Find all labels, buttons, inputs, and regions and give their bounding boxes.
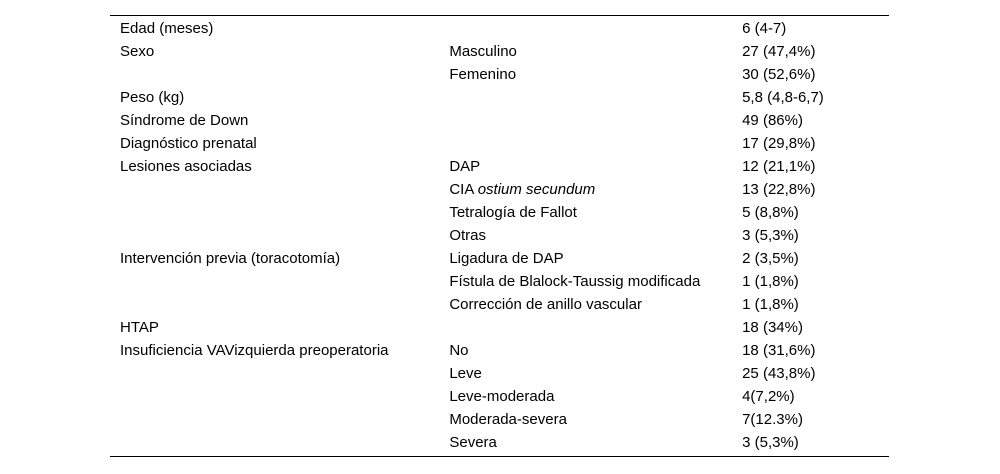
row-subcategory [449,385,742,408]
row-subcategory [449,316,742,339]
row-subcategory [449,63,742,86]
row-subcategory [449,132,742,155]
subcategory-text: Severa [449,434,497,451]
subcategory-text: Moderada-severa [449,411,567,428]
table-row [110,40,889,63]
row-value: 18 (34%) [742,319,803,336]
row-value: 2 (3,5%) [742,250,799,267]
subcategory-text: Tetralogía de Fallot [449,204,577,221]
table-row [110,293,889,316]
table-row [110,339,889,362]
subcategory-text: DAP [449,158,481,175]
patient-characteristics-table [110,17,889,454]
table-row [110,86,889,109]
row-label: Peso (kg) [120,89,185,106]
row-label: Edad (meses) [120,20,214,37]
row-value: 25 (43,8%) [742,365,816,382]
table-row [110,17,889,40]
row-label: Diagnóstico prenatal [120,135,257,152]
row-label [110,178,449,201]
row-subcategory [449,408,742,431]
table-row [110,155,889,178]
row-label [110,385,449,408]
subcategory-text: Corrección de anillo vascular [449,296,642,313]
row-label: Intervención previa (toracotomía) [120,250,341,267]
row-value: 7(12.3%) [742,411,803,428]
row-value: 5,8 (4,8-6,7) [742,89,824,106]
table-row [110,270,889,293]
subcategory-text: Masculino [449,43,517,60]
row-subcategory [449,431,742,454]
row-subcategory [449,155,742,178]
row-subcategory [449,178,742,201]
row-subcategory [449,201,742,224]
row-value: 13 (22,8%) [742,181,816,198]
table-row [110,362,889,385]
row-label [110,224,449,247]
row-subcategory [449,293,742,316]
row-value: 3 (5,3%) [742,227,799,244]
row-label: HTAP [120,319,159,336]
row-value: 6 (4-7) [742,20,787,37]
row-label [110,362,449,385]
table-row [110,109,889,132]
subcategory-italic-text: ostium secundum [477,181,596,198]
data-table-container [110,15,889,457]
subcategory-text: Otras [449,227,487,244]
row-label [110,293,449,316]
table-row [110,316,889,339]
row-label: Síndrome de Down [120,112,249,129]
row-label [110,63,449,86]
table-row [110,201,889,224]
row-subcategory [449,362,742,385]
subcategory-text: Femenino [449,66,517,83]
row-subcategory [449,224,742,247]
row-value: 1 (1,8%) [742,296,799,313]
table-row [110,178,889,201]
row-value: 49 (86%) [742,112,803,129]
row-subcategory [449,109,742,132]
subcategory-text: CIA [449,181,478,198]
row-subcategory [449,17,742,40]
row-value: 27 (47,4%) [742,43,816,60]
row-label: Lesiones asociadas [120,158,252,175]
table-row [110,431,889,454]
row-subcategory [449,247,742,270]
row-value: 17 (29,8%) [742,135,816,152]
row-subcategory [449,86,742,109]
row-value: 3 (5,3%) [742,434,799,451]
table-body [110,17,889,454]
row-subcategory [449,339,742,362]
row-value: 30 (52,6%) [742,66,816,83]
table-row [110,408,889,431]
row-label: Insuficiencia VAVizquierda preoperatoria [120,342,389,359]
row-value: 5 (8,8%) [742,204,799,221]
subcategory-text: Ligadura de DAP [449,250,564,267]
table-row [110,385,889,408]
table-row [110,132,889,155]
row-label: Sexo [120,43,155,60]
row-value: 1 (1,8%) [742,273,799,290]
table-row [110,247,889,270]
table-row [110,224,889,247]
row-value: 18 (31,6%) [742,342,816,359]
subcategory-text: Leve [449,365,482,382]
row-subcategory [449,40,742,63]
row-value: 12 (21,1%) [742,158,816,175]
row-subcategory [449,270,742,293]
subcategory-text: Leve-moderada [449,388,555,405]
row-label [110,201,449,224]
row-label [110,408,449,431]
row-label [110,270,449,293]
row-value: 4(7,2%) [742,388,795,405]
table-row [110,63,889,86]
row-label [110,431,449,454]
subcategory-text: No [449,342,469,359]
subcategory-text: Fístula de Blalock-Taussig modificada [449,273,701,290]
